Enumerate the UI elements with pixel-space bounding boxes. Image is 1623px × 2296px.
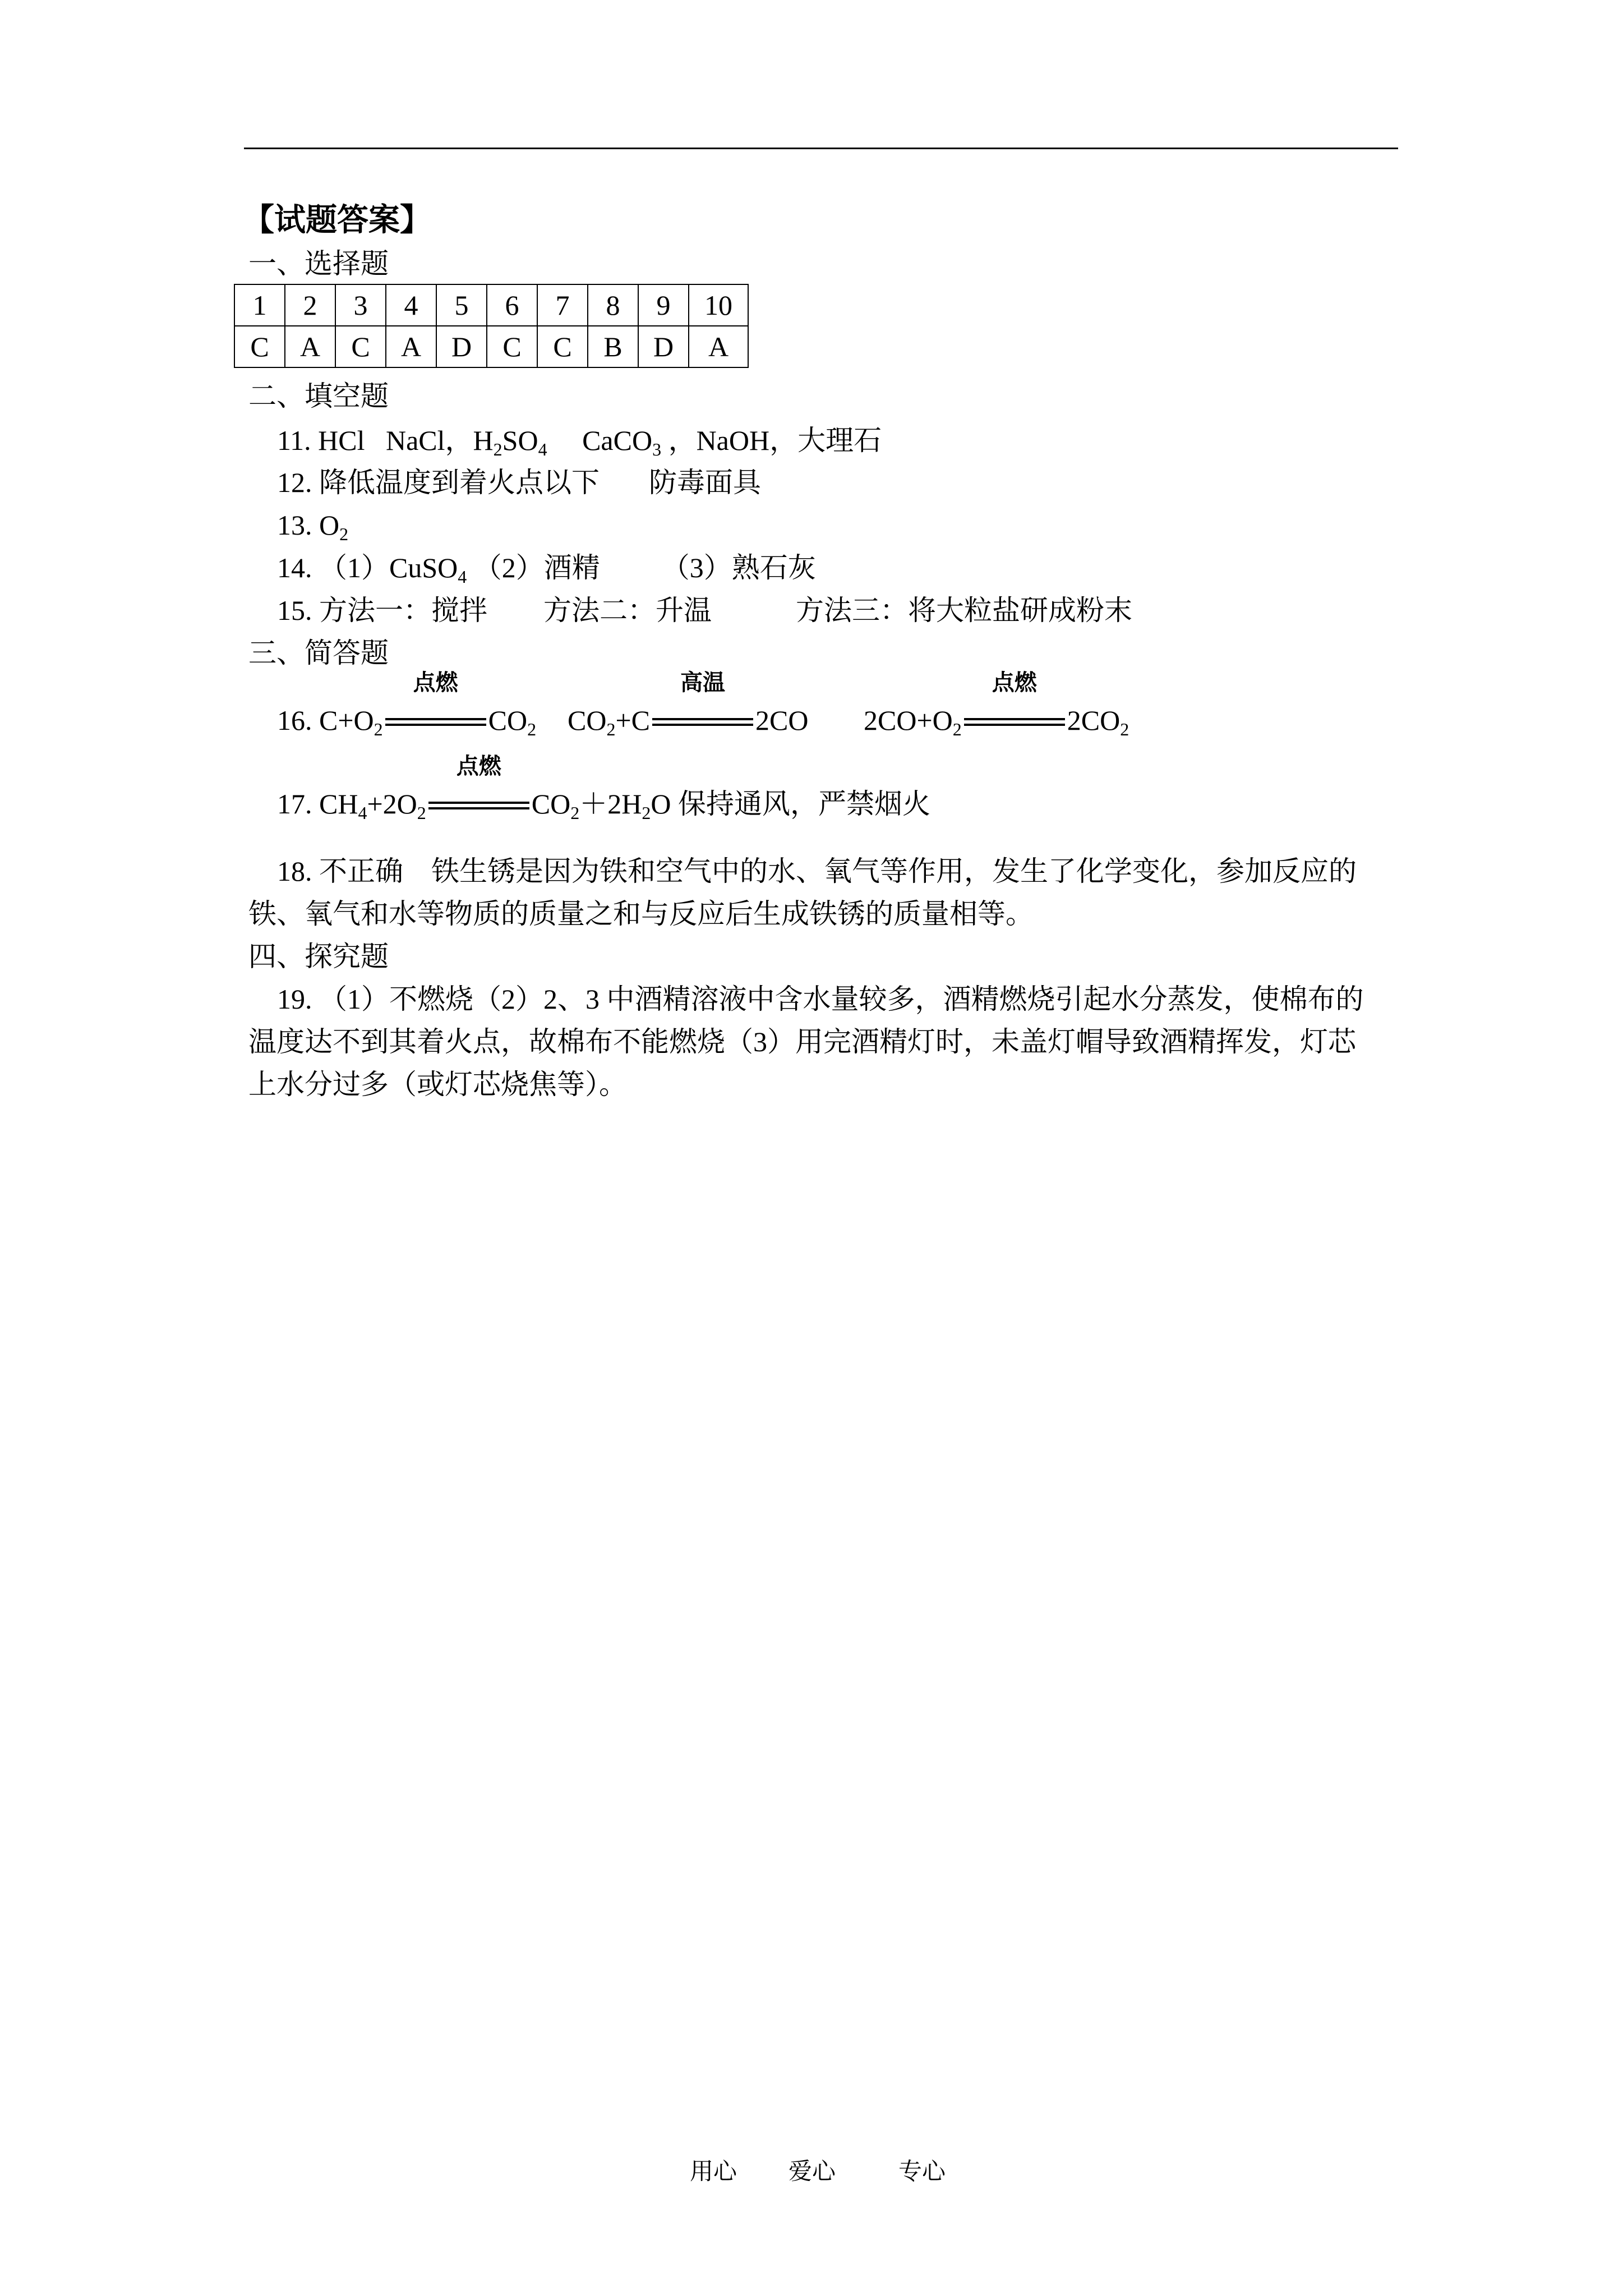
- table-cell: C: [234, 326, 285, 367]
- answer-11: 11. HCl NaCl，$H_2SO_4$ CaCO$_3$ ，NaOH，大理石: [277, 425, 882, 459]
- table-cell: 6: [487, 284, 537, 326]
- answer-19-line1: 19. （1）不燃烧（2）2、3 中酒精溶液中含水量较多，酒精燃烧引起水分蒸发，使棉布的: [277, 983, 1364, 1015]
- table-cell: C: [537, 326, 588, 367]
- table-cell: 10: [689, 284, 748, 326]
- answer-16-eq3: $2CO+O_2$ 点燃 $2CO_2$: [864, 670, 1129, 739]
- table-cell: D: [436, 326, 487, 367]
- table-row-answers: [234, 326, 748, 367]
- answer-16: 16. $C+O_2$ 点燃 $CO_2$: [277, 670, 537, 739]
- answer-13: 13. $O_2$: [277, 509, 349, 544]
- reaction-arrow: 高温: [652, 703, 753, 737]
- answer-17: 17. $CH_4+2O_2$ 点燃 $CO_2+2H_2O$ 保持通风，严禁烟火: [277, 753, 930, 823]
- table-row-numbers: [234, 284, 748, 326]
- section-fill-title: 二、填空题: [248, 380, 389, 412]
- page-footer: [690, 2153, 946, 2187]
- answer-15: 15. 方法一：搅拌 方法二：升温 方法三：将大粒盐研成粉末: [277, 595, 1132, 626]
- answer-16-eq2: $CO_2+C$ 高温 2CO: [568, 670, 809, 739]
- section-choice-title: 一、选择题: [248, 248, 389, 279]
- reaction-arrow: 点燃: [964, 703, 1065, 737]
- section-explore-title: 四、探究题: [248, 941, 389, 972]
- table-cell: 8: [588, 284, 638, 326]
- answer-table: [234, 284, 749, 368]
- answer-18-line1: 18. 不正确 铁生锈是因为铁和空气中的水、氧气等作用，发生了化学变化，参加反应的: [277, 855, 1357, 887]
- answer-19-line2: 温度达不到其着火点，故棉布不能燃烧（3）用完酒精灯时，未盖灯帽导致酒精挥发，灯芯: [248, 1026, 1356, 1057]
- table-cell: 1: [234, 284, 285, 326]
- answer-14: 14. （1）CuSO$_4$ （2）酒精 （3）熟石灰: [277, 552, 816, 587]
- table-cell: A: [285, 326, 335, 367]
- footer-text: 专心: [898, 2159, 946, 2185]
- table-cell: A: [386, 326, 436, 367]
- table-cell: 5: [436, 284, 487, 326]
- answer-19-line3: 上水分过多（或灯芯烧焦等）。: [248, 1069, 627, 1100]
- table-cell: 2: [285, 284, 335, 326]
- footer-text: 用心: [690, 2159, 737, 2185]
- table-cell: D: [638, 326, 689, 367]
- reaction-arrow: 点燃: [385, 703, 486, 737]
- answer-12: 12. 降低温度到着火点以下 防毒面具: [277, 467, 761, 498]
- table-cell: 9: [638, 284, 689, 326]
- answer-18-line2: 铁、氧气和水等物质的质量之和与反应后生成铁锈的质量相等。: [248, 898, 1034, 930]
- table-cell: A: [689, 326, 748, 367]
- table-cell: C: [335, 326, 386, 367]
- table-cell: 3: [335, 284, 386, 326]
- answers-heading: 【试题答案】: [243, 203, 431, 238]
- table-cell: B: [588, 326, 638, 367]
- footer-text: 爱心: [789, 2159, 836, 2185]
- section-short-title: 三、简答题: [248, 637, 389, 669]
- header-rule: [244, 148, 1398, 149]
- table-cell: 7: [537, 284, 588, 326]
- reaction-arrow: 点燃: [428, 787, 529, 821]
- table-cell: C: [487, 326, 537, 367]
- table-cell: 4: [386, 284, 436, 326]
